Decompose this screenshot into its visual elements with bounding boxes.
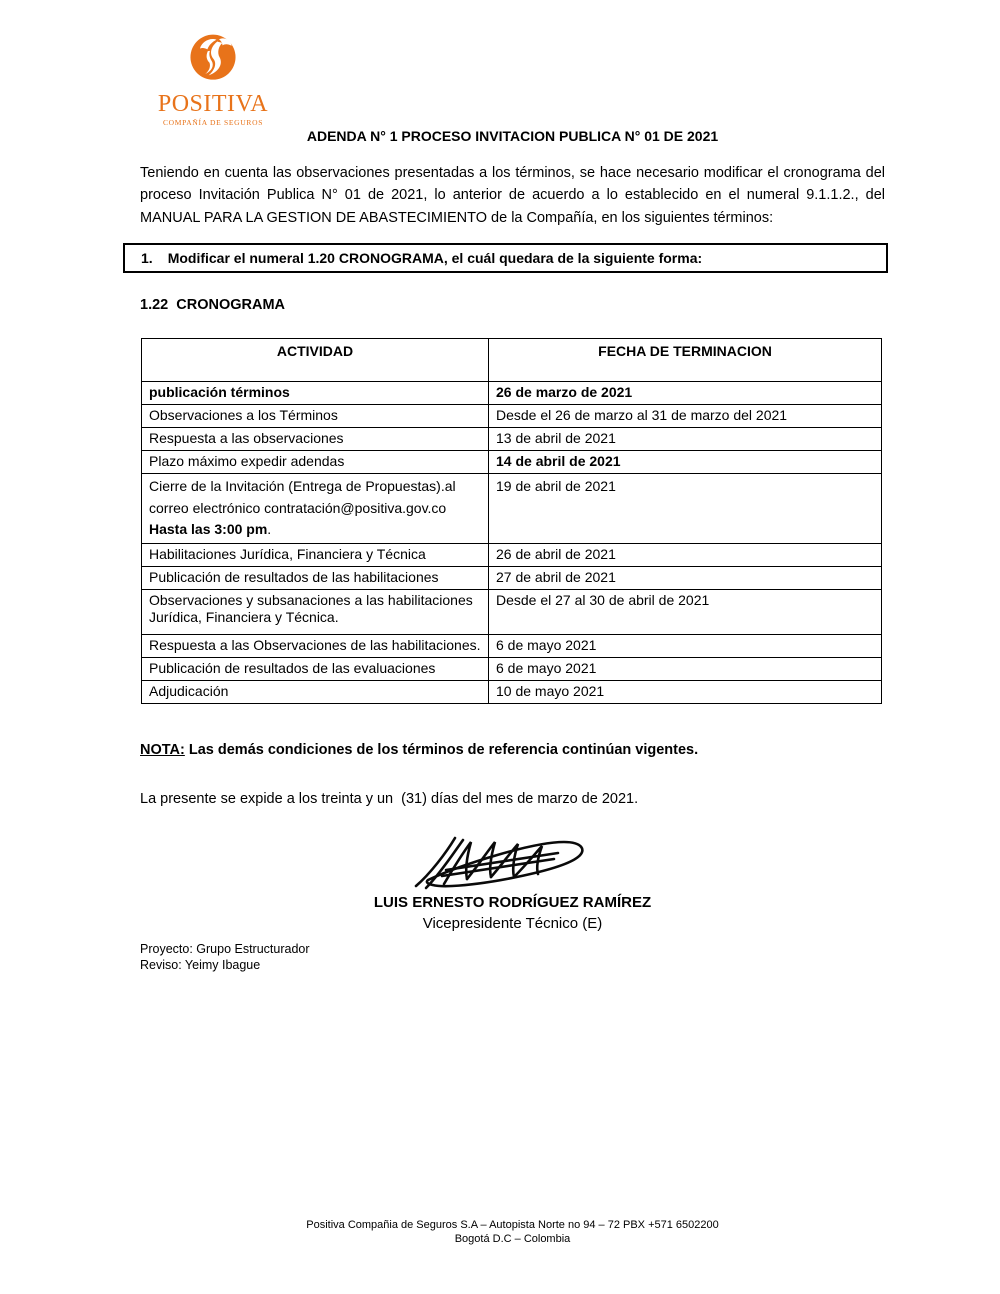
- document-title: ADENDA N° 1 PROCESO INVITACION PUBLICA N° 01 DE 2021: [306, 128, 719, 144]
- date-cell: 27 de abril de 2021: [489, 566, 882, 589]
- credit-reviso: Reviso: Yeimy Ibague: [140, 957, 261, 972]
- table-row: [142, 474, 882, 544]
- signer-role: Vicepresidente Técnico (E): [422, 915, 603, 932]
- credits-block: [140, 942, 310, 973]
- date-cell: Desde el 27 al 30 de abril de 2021: [489, 589, 882, 634]
- section-heading: 1.22 CRONOGRAMA: [140, 297, 286, 313]
- activity-cell: Habilitaciones Jurídica, Financiera y Técnica: [142, 543, 489, 566]
- brand-tagline: COMPAÑÍA DE SEGUROS: [162, 118, 264, 127]
- activity-cell: Observaciones a los Términos: [142, 405, 489, 428]
- date-cell: 13 de abril de 2021: [489, 428, 882, 451]
- date-cell: 19 de abril de 2021: [489, 474, 882, 544]
- table-row: [142, 634, 882, 657]
- nota-line: [140, 742, 885, 758]
- nota-label: NOTA:: [140, 742, 185, 758]
- table-row: [142, 680, 882, 703]
- column-header-actividad: ACTIVIDAD: [142, 339, 489, 382]
- date-cell: 6 de mayo 2021: [489, 634, 882, 657]
- nota-text: Las demás condiciones de los términos de referencia continúan vigentes.: [184, 742, 699, 758]
- table-row: [142, 428, 882, 451]
- date-cell: Desde el 26 de marzo al 31 de marzo del 2021: [489, 405, 882, 428]
- footer-address-line: Positiva Compañia de Seguros S.A – Autopista Norte no 94 – 72 PBX +571 6502200: [306, 1219, 719, 1231]
- brand-name: POSITIVA: [157, 91, 269, 117]
- activity-cell: Plazo máximo expedir adendas: [142, 451, 489, 474]
- numbered-clause-box: [123, 243, 888, 273]
- page-footer: [140, 1219, 885, 1246]
- date-cell: 26 de abril de 2021: [489, 543, 882, 566]
- activity-text-end: .: [267, 521, 272, 537]
- activity-text-bold: Hasta las 3:00 pm: [149, 521, 268, 537]
- activity-cell: Respuesta a las observaciones: [142, 428, 489, 451]
- activity-cell: Publicación de resultados de las habilitaciones: [142, 566, 489, 589]
- table-row: [142, 405, 882, 428]
- table-header-row: [142, 339, 882, 382]
- table-row: [142, 657, 882, 680]
- activity-text: Cierre de la Invitación (Entrega de Propuestas).al correo electrónico contratación@positiva.gov.co: [149, 478, 456, 516]
- intro-paragraph: Teniendo en cuenta las observaciones presentadas a los términos, se hace necesario modificar el cronograma del proceso Invitación Publica N° 01 de 2021, lo anterior de acuerdo a lo establecido en el numeral 9.1.1.2., del MANUAL PARA LA GESTION DE ABASTECIMIENTO de la Compañía, en los siguientes términos:: [140, 165, 885, 226]
- date-cell: 14 de abril de 2021: [489, 451, 882, 474]
- credit-proyecto: Proyecto: Grupo Estructurador: [140, 942, 310, 956]
- table-row: [142, 589, 882, 634]
- footer-city-line: Bogotá D.C – Colombia: [454, 1232, 571, 1245]
- column-header-fecha: FECHA DE TERMINACION: [489, 339, 882, 382]
- positiva-logo-mark-icon: [187, 32, 239, 84]
- issued-line: La presente se expide a los treinta y un (31) días del mes de marzo de 2021.: [140, 791, 639, 807]
- table-row: [142, 451, 882, 474]
- activity-cell: Observaciones y subsanaciones a las habilitaciones Jurídica, Financiera y Técnica.: [142, 589, 489, 634]
- activity-cell: publicación términos: [142, 382, 489, 405]
- activity-cell: [142, 474, 489, 544]
- signature-scrawl-icon: [410, 829, 595, 891]
- clause-text: Modificar el numeral 1.20 CRONOGRAMA, el cuál quedara de la siguiente forma:: [167, 250, 703, 266]
- activity-cell: Publicación de resultados de las evaluaciones: [142, 657, 489, 680]
- date-cell: 26 de marzo de 2021: [489, 382, 882, 405]
- positiva-logo: [150, 32, 276, 127]
- signer-name: LUIS ERNESTO RODRÍGUEZ RAMÍREZ: [373, 894, 652, 911]
- date-cell: 6 de mayo 2021: [489, 657, 882, 680]
- clause-number: 1.: [141, 250, 153, 266]
- table-row: [142, 382, 882, 405]
- activity-cell: Respuesta a las Observaciones de las habilitaciones.: [142, 634, 489, 657]
- schedule-table: [141, 338, 882, 704]
- activity-cell: Adjudicación: [142, 680, 489, 703]
- table-row: [142, 543, 882, 566]
- date-cell: 10 de mayo 2021: [489, 680, 882, 703]
- table-row: [142, 566, 882, 589]
